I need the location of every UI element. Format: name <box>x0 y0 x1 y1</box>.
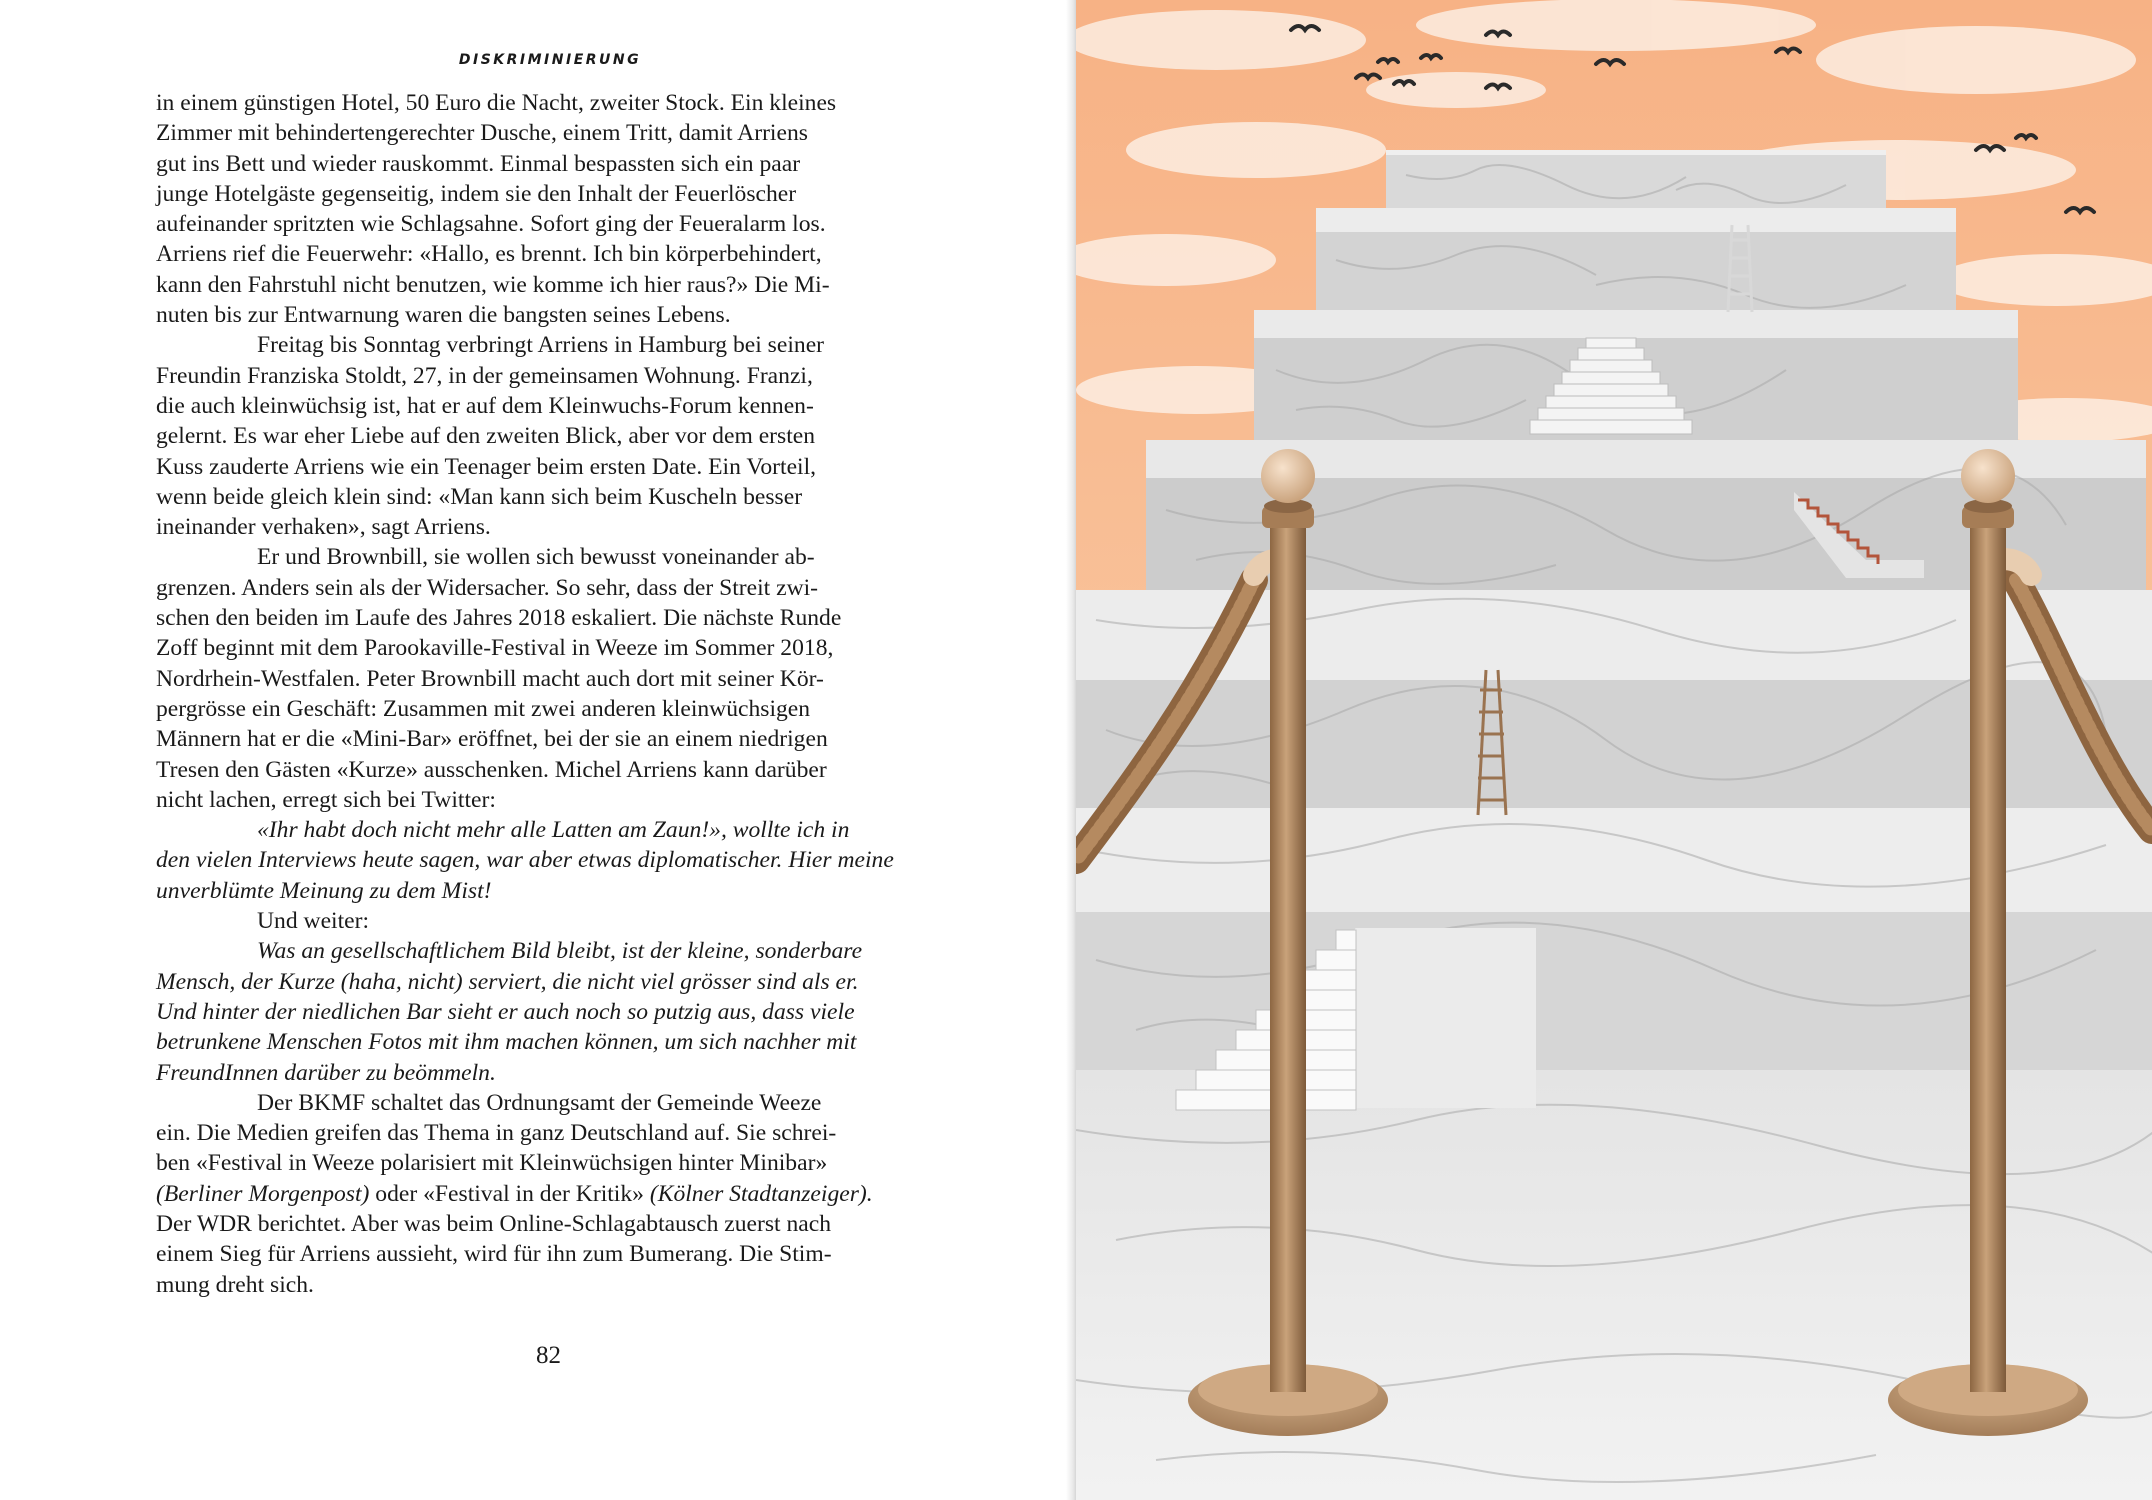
left-page <box>0 0 1074 1500</box>
text-line: Tresen den Gästen «Kurze» ausschenken. Michel Arriens kann darüber <box>156 756 827 783</box>
text-line: pergrösse ein Geschäft: Zusammen mit zwei anderen kleinwüchsigen <box>156 695 811 722</box>
text-line: schen den beiden im Laufe des Jahres 2018 eskaliert. Die nächste Runde <box>156 605 842 632</box>
text-line: Arriens rief die Feuerwehr: «Hallo, es brennt. Ich bin körperbehindert, <box>156 241 822 268</box>
text-line: Der WDR berichtet. Aber was beim Online-Schlagabtausch zuerst nach <box>156 1210 832 1237</box>
text-line: unverblümte Meinung zu dem Mist! <box>156 877 492 904</box>
text-run: (Kölner Stadtanzeiger). <box>649 1180 873 1207</box>
body-text <box>156 88 896 1300</box>
text-line: Freitag bis Sonntag verbringt Arriens in Hamburg bei seiner <box>257 332 825 359</box>
text-line: gelernt. Es war eher Liebe auf den zweiten Blick, aber vor dem ersten <box>156 423 816 450</box>
running-head: DISKRIMINIERUNG <box>458 52 642 68</box>
text-line: nicht lachen, erregt sich bei Twitter: <box>156 786 496 813</box>
marble-stairs-illustration <box>1076 0 2152 1500</box>
text-line: grenzen. Anders sein als der Widersacher. So sehr, dass der Streit zwi- <box>156 574 819 601</box>
text-line: Nordrhein-Westfalen. Peter Brownbill macht auch dort mit seiner Kör- <box>156 665 824 692</box>
text-line <box>156 1179 896 1209</box>
text-line: den vielen Interviews heute sagen, war aber etwas diplomatischer. Hier meine <box>156 847 894 874</box>
gutter-shadow <box>1066 0 1076 1500</box>
text-line: ein. Die Medien greifen das Thema in ganz Deutschland auf. Sie schrei- <box>156 1120 837 1147</box>
text-line: Zimmer mit behindertengerechter Dusche, einem Tritt, damit Arriens <box>156 120 808 147</box>
text-run: oder «Festival in der Kritik» <box>369 1180 650 1207</box>
text-run: (Berliner Morgenpost) <box>156 1180 370 1207</box>
text-line: Zoff beginnt mit dem Parookaville-Festival in Weeze im Sommer 2018, <box>156 635 834 662</box>
text-line: gut ins Bett und wieder rauskommt. Einmal bespassten sich ein paar <box>156 150 801 177</box>
text-line: betrunkene Menschen Fotos mit ihm machen können, um sich nachher mit <box>156 1029 857 1056</box>
text-line: ineinander verhaken», sagt Arriens. <box>156 514 491 541</box>
right-page-illustration <box>1076 0 2152 1500</box>
text-line: wenn beide gleich klein sind: «Man kann sich beim Kuscheln besser <box>156 483 803 510</box>
text-line: Freundin Franziska Stoldt, 27, in der gemeinsamen Wohnung. Franzi, <box>156 362 813 389</box>
text-line: Mensch, der Kurze (haha, nicht) serviert, die nicht viel grösser sind als er. <box>156 968 859 995</box>
text-line: in einem günstigen Hotel, 50 Euro die Nacht, zweiter Stock. Ein kleines <box>156 90 837 116</box>
text-line: kann den Fahrstuhl nicht benutzen, wie komme ich hier raus?» Die Mi- <box>156 271 830 298</box>
text-line: Kuss zauderte Arriens wie ein Teenager beim ersten Date. Ein Vorteil, <box>156 453 817 480</box>
text-line: Der BKMF schaltet das Ordnungsamt der Gemeinde Weeze <box>257 1089 822 1116</box>
text-line: nuten bis zur Entwarnung waren die bangsten seines Lebens. <box>156 302 731 329</box>
text-line: einem Sieg für Arriens aussieht, wird für ihn zum Bumerang. Die Stim- <box>156 1241 832 1268</box>
text-line: FreundInnen darüber zu beömmeln. <box>156 1059 496 1086</box>
text-line: ben «Festival in Weeze polarisiert mit Kleinwüchsigen hinter Minibar» <box>156 1150 828 1177</box>
page-number: 82 <box>536 1342 561 1369</box>
text-line: Er und Brownbill, sie wollen sich bewusst voneinander ab- <box>257 544 815 571</box>
text-line: «Ihr habt doch nicht mehr alle Latten am Zaun!», wollte ich in <box>257 817 850 844</box>
text-line: junge Hotelgäste gegenseitig, indem sie den Inhalt der Feuerlöscher <box>156 180 797 207</box>
text-line: mung dreht sich. <box>156 1271 314 1298</box>
text-line: Und weiter: <box>257 908 370 935</box>
text-line: Was an gesellschaftlichem Bild bleibt, ist der kleine, sonderbare <box>257 938 863 965</box>
text-line: aufeinander spritzten wie Schlagsahne. Sofort ging der Feueralarm los. <box>156 211 826 238</box>
text-line: Männern hat er die «Mini-Bar» eröffnet, bei der sie an einem niedrigen <box>156 726 828 753</box>
text-line: die auch kleinwüchsig ist, hat er auf dem Kleinwuchs-Forum kennen- <box>156 392 814 419</box>
text-line: Und hinter der niedlichen Bar sieht er auch noch so putzig aus, dass viele <box>156 998 855 1025</box>
